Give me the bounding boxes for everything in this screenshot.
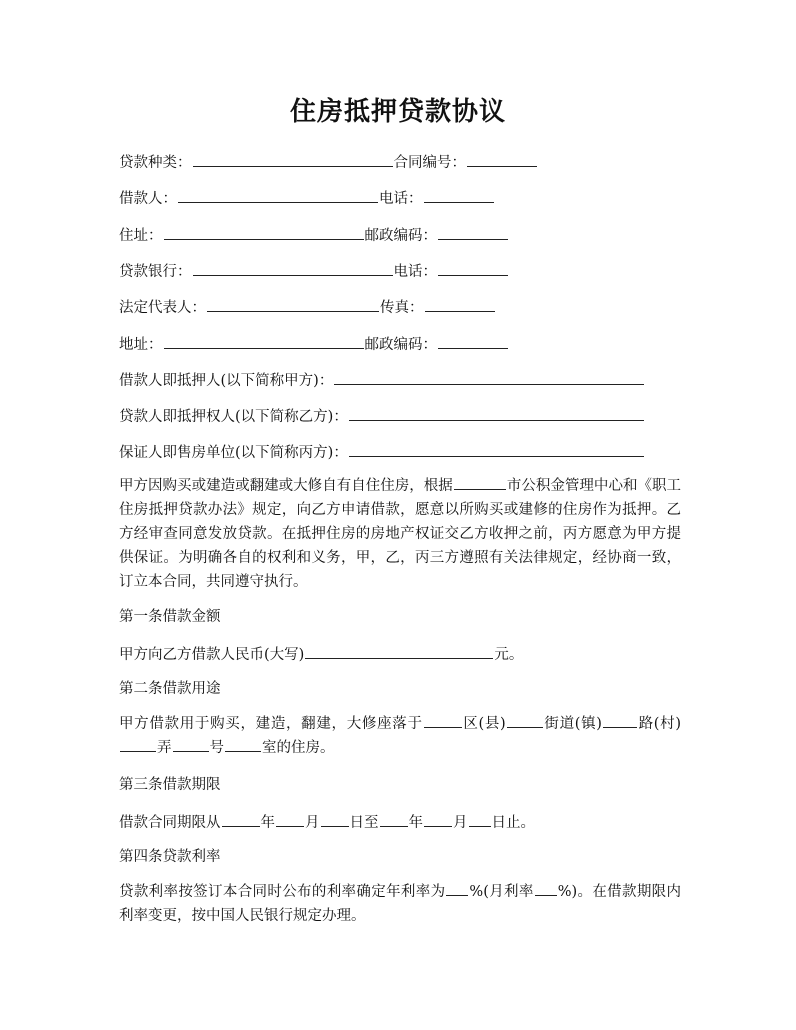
article-3-text <box>119 811 535 833</box>
number-blank[interactable] <box>225 736 261 752</box>
document-title: 住房抵押贷款协议 <box>289 97 506 127</box>
article-1-text-a: 甲方向乙方借款人民币(大写) <box>119 647 305 663</box>
address-line <box>119 224 509 246</box>
party-a-line <box>119 369 645 391</box>
end-month-label: 月 <box>453 815 468 831</box>
party-b-line <box>119 405 645 427</box>
monthly-rate-label: %(月利率 <box>469 884 534 900</box>
legal-rep-line <box>119 296 496 318</box>
bank-postcode-blank[interactable] <box>438 333 508 349</box>
city-blank[interactable] <box>454 474 506 490</box>
term-to-label: 日至 <box>349 815 379 831</box>
street-blank[interactable] <box>603 712 637 728</box>
borrower-blank[interactable] <box>178 187 378 203</box>
article-4-text-2: %)。在借款期限内利率变更，按中国人民银行规定办理。 <box>119 884 682 924</box>
loan-type-line <box>119 151 538 173</box>
article-4-heading: 第四条贷款利率 <box>119 849 221 865</box>
bank-postcode-label: 邮政编码： <box>364 337 437 353</box>
end-day-blank[interactable] <box>469 811 491 827</box>
borrower-line <box>119 187 495 209</box>
contract-no-label: 合同编号： <box>393 155 466 171</box>
party-b-label: 贷款人即抵押权人(以下简称乙方)： <box>119 409 348 425</box>
fax-blank[interactable] <box>425 296 495 312</box>
start-month-label: 月 <box>305 815 320 831</box>
monthly-rate-blank[interactable] <box>535 880 557 896</box>
party-c-label: 保证人即售房单位(以下简称丙方)： <box>119 445 348 461</box>
room-label: 室的住房。 <box>262 740 335 756</box>
party-a-label: 借款人即抵押人(以下简称甲方)： <box>119 373 334 389</box>
party-c-line <box>119 441 645 463</box>
start-day-blank[interactable] <box>321 811 349 827</box>
borrower-phone-label: 电话： <box>379 191 423 207</box>
bank-address-blank[interactable] <box>164 333 364 349</box>
road-label: 路(村) <box>637 716 681 732</box>
end-day-label: 日止。 <box>491 815 535 831</box>
district-label: 区(县) <box>462 716 506 732</box>
article-4-text-1: 贷款利率按签订本合同时公布的利率确定年利率为 <box>119 884 446 900</box>
bank-phone-blank[interactable] <box>438 260 508 276</box>
road-blank[interactable] <box>120 736 156 752</box>
amount-blank[interactable] <box>305 643 493 659</box>
lane-blank[interactable] <box>173 736 209 752</box>
postcode-label: 邮政编码： <box>364 228 437 244</box>
loan-type-label: 贷款种类： <box>119 155 192 171</box>
party-c-blank[interactable] <box>349 441 644 457</box>
article-2-text <box>119 712 681 760</box>
legal-rep-label: 法定代表人： <box>119 300 206 316</box>
end-year-label: 年 <box>408 815 423 831</box>
start-year-blank[interactable] <box>222 811 260 827</box>
end-month-blank[interactable] <box>424 811 452 827</box>
intro-text-2: 市公积金管理中心和《职工住房抵押贷款办法》规定，向乙方申请借款，愿意以所购买或建修的住房作为抵押。乙方经审查同意发放贷款。在抵押住房的房地产权证交乙方收押之前，丙方愿意为甲方提供保证。为明确各自的权利和义务，甲，乙，丙三方遵照有关法律规定，经协商一致，订立本合同，共同遵守执行。 <box>119 478 681 590</box>
borrower-phone-blank[interactable] <box>424 187 494 203</box>
annual-rate-blank[interactable] <box>446 880 468 896</box>
start-month-blank[interactable] <box>276 811 304 827</box>
district-blank[interactable] <box>507 712 543 728</box>
fax-label: 传真： <box>380 300 424 316</box>
address-blank[interactable] <box>164 224 364 240</box>
article-3-heading: 第三条借款期限 <box>119 777 221 793</box>
street-label: 街道(镇) <box>543 716 602 732</box>
address-label: 住址： <box>119 228 163 244</box>
party-a-blank[interactable] <box>334 369 644 385</box>
article-4-text <box>119 880 681 928</box>
lane-label: 弄 <box>157 740 172 756</box>
end-year-blank[interactable] <box>380 811 408 827</box>
article-2-heading: 第二条借款用途 <box>119 681 221 697</box>
location-blank[interactable] <box>424 712 462 728</box>
article-1-text-b: 元。 <box>494 647 524 663</box>
number-label: 号 <box>209 740 224 756</box>
bank-address-line <box>119 333 509 355</box>
article-2-text-1: 甲方借款用于购买，建造，翻建，大修座落于 <box>119 716 423 732</box>
party-b-blank[interactable] <box>349 405 644 421</box>
bank-label: 贷款银行： <box>119 264 192 280</box>
term-from-label: 借款合同期限从 <box>119 815 221 831</box>
contract-no-blank[interactable] <box>467 151 537 167</box>
start-year-label: 年 <box>260 815 275 831</box>
bank-phone-label: 电话： <box>393 264 437 280</box>
legal-rep-blank[interactable] <box>207 296 379 312</box>
borrower-label: 借款人： <box>119 191 177 207</box>
bank-line <box>119 260 509 282</box>
article-1-heading: 第一条借款金额 <box>119 609 221 625</box>
article-1-text <box>119 643 523 665</box>
postcode-blank[interactable] <box>438 224 508 240</box>
intro-text-1: 甲方因购买或建造或翻建或大修自有自住住房，根据 <box>119 478 453 494</box>
bank-address-label: 地址： <box>119 337 163 353</box>
loan-type-blank[interactable] <box>193 151 393 167</box>
bank-blank[interactable] <box>193 260 393 276</box>
intro-paragraph <box>119 474 681 594</box>
